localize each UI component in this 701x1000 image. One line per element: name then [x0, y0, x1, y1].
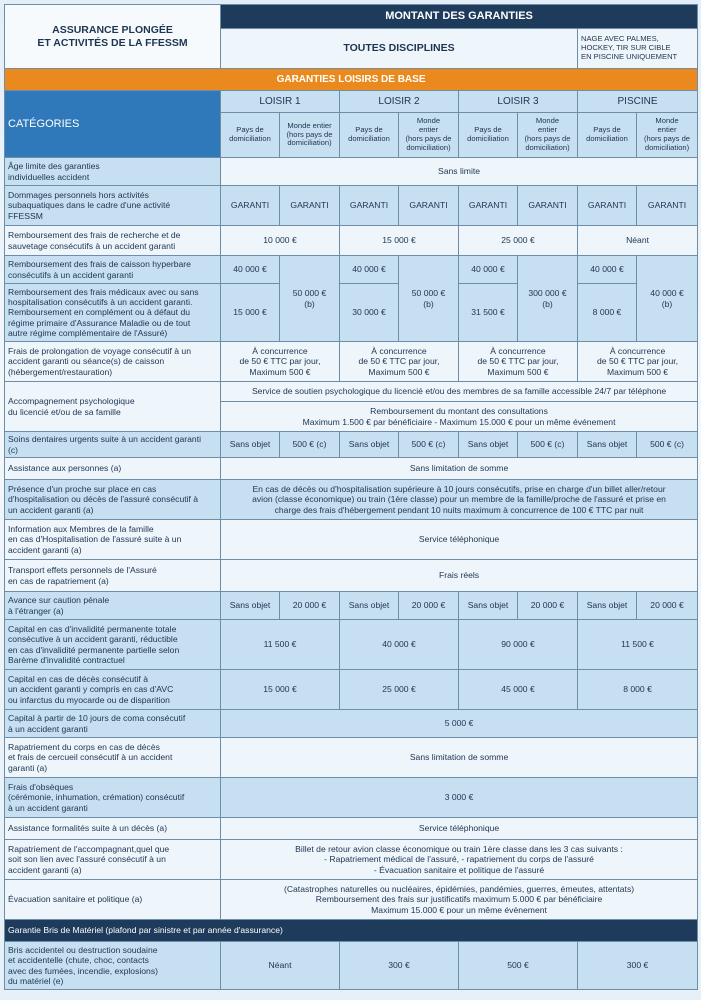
value-cell: Sans objet	[459, 592, 518, 620]
value-cell: Sans objet	[221, 592, 280, 620]
pool-note: NAGE AVEC PALMES, HOCKEY, TIR SUR CIBLE EN PISCINE UNIQUEMENT	[578, 29, 698, 69]
sub-world: Monde entier (hors pays de domiciliation)	[518, 113, 578, 158]
value-cell: À concurrence de 50 € TTC par jour, Maximum 500 €	[459, 342, 578, 382]
value-cell: Service de soutien psychologique du licencié et/ou des membres de sa famille accessible 24/7 par téléphone	[221, 382, 698, 402]
value-cell: 50 000 € (b)	[280, 256, 340, 342]
value-cell: 25 000 €	[459, 226, 578, 256]
value-cell: 20 000 €	[280, 592, 340, 620]
value-cell: GARANTI	[221, 186, 280, 226]
row-label-deces: Capital en cas de décès consécutif à un accident garanti y compris en cas d'AVC ou infarctus du myocarde ou de disparition	[5, 670, 221, 710]
value-cell: 500 €	[459, 942, 578, 990]
value-cell: 20 000 €	[518, 592, 578, 620]
sub-domicile: Pays de domiciliation	[221, 113, 280, 158]
value-cell: Sans objet	[578, 592, 637, 620]
row-label-prolongation: Frais de prolongation de voyage consécutif à un accident garanti ou séance(s) de caisson (hébergement/restauration)	[5, 342, 221, 382]
sub-world: Monde entier (hors pays de domiciliation)	[280, 113, 340, 158]
value-cell: 10 000 €	[221, 226, 340, 256]
value-cell: 40 000 € (b)	[637, 256, 698, 342]
row-label-bris: Bris accidentel ou destruction soudaine et accidentelle (chute, choc, contacts avec des fumées, incendie, explosions) du matériel (e)	[5, 942, 221, 990]
value-cell: 500 € (c)	[637, 432, 698, 458]
value-cell: Sans objet	[340, 592, 399, 620]
value-cell: À concurrence de 50 € TTC par jour, Maximum 500 €	[578, 342, 698, 382]
value-cell: 90 000 €	[459, 620, 578, 670]
value-cell: 40 000 €	[340, 256, 399, 284]
value-cell: 8 000 €	[578, 284, 637, 342]
row-label-psy: Accompagnement psychologique du licencié et/ou de sa famille	[5, 382, 221, 432]
value-cell: 500 € (c)	[518, 432, 578, 458]
value-cell: GARANTI	[578, 186, 637, 226]
value-cell: Sans objet	[221, 432, 280, 458]
value-cell: GARANTI	[340, 186, 399, 226]
row-label-coma: Capital à partir de 10 jours de coma consécutif à un accident garanti	[5, 710, 221, 738]
value-cell: Remboursement du montant des consultations Maximum 1.500 € par bénéficiaire - Maximum 15.000 € pour un même événement	[221, 402, 698, 432]
value-cell: Néant	[578, 226, 698, 256]
sub-world: Monde entier (hors pays de domiciliation)	[399, 113, 459, 158]
row-label-dentaires: Soins dentaires urgents suite à un accident garanti (c)	[5, 432, 221, 458]
value-cell: 20 000 €	[637, 592, 698, 620]
all-disciplines: TOUTES DISCIPLINES	[221, 29, 578, 69]
row-label-information: Information aux Membres de la famille en cas d'Hospitalisation de l'assuré suite à un accident garanti (a)	[5, 520, 221, 560]
value-cell: 8 000 €	[578, 670, 698, 710]
sub-domicile: Pays de domiciliation	[459, 113, 518, 158]
value-cell: Sans objet	[459, 432, 518, 458]
sub-domicile: Pays de domiciliation	[340, 113, 399, 158]
value-cell: GARANTI	[459, 186, 518, 226]
sub-domicile: Pays de domiciliation	[578, 113, 637, 158]
value-cell: 500 € (c)	[399, 432, 459, 458]
value-cell: 11 500 €	[221, 620, 340, 670]
value-cell: 25 000 €	[340, 670, 459, 710]
column-piscine: PISCINE	[578, 91, 698, 113]
value-cell: Service téléphonique	[221, 818, 698, 840]
value-cell: 5 000 €	[221, 710, 698, 738]
row-label-assistance: Assistance aux personnes (a)	[5, 458, 221, 480]
value-cell: GARANTI	[518, 186, 578, 226]
value-cell: 15 000 €	[340, 226, 459, 256]
row-label-caisson: Remboursement des frais de caisson hyperbare consécutifs à un accident garanti	[5, 256, 221, 284]
row-label-proche: Présence d'un proche sur place en cas d'hospitalisation ou décès de l'assuré consécutif à un accident garanti (a)	[5, 480, 221, 520]
value-cell: 31 500 €	[459, 284, 518, 342]
row-label-rapatriement-corps: Rapatriement du corps en cas de décès et frais de cercueil consécutif à un accident garanti (a)	[5, 738, 221, 778]
value-cell: 40 000 €	[221, 256, 280, 284]
amount-title: MONTANT DES GARANTIES	[221, 5, 698, 29]
column-loisir-3: LOISIR 3	[459, 91, 578, 113]
value-cell: GARANTI	[637, 186, 698, 226]
value-cell: GARANTI	[280, 186, 340, 226]
value-cell: 20 000 €	[399, 592, 459, 620]
row-label-medicaux: Remboursement des frais médicaux avec ou sans hospitalisation consécutifs à un accident garanti. Remboursement en complément ou à défaut du régime primaire d'Assurance Maladie ou de tout autre régime complémentaire de l'Assuré)	[5, 284, 221, 342]
value-cell: 300 €	[578, 942, 698, 990]
value-cell: Sans limitation de somme	[221, 458, 698, 480]
sub-world: Monde entier (hors pays de domiciliation)	[637, 113, 698, 158]
column-loisir-1: LOISIR 1	[221, 91, 340, 113]
value-cell: 45 000 €	[459, 670, 578, 710]
row-label-age: Âge limite des garanties individuelles accident	[5, 158, 221, 186]
value-cell: Néant	[221, 942, 340, 990]
value-cell: En cas de décès ou d'hospitalisation supérieure à 10 jours consécutifs, prise en charge d'un billet aller/retour avion (classe économique) ou train (1ère classe) pour un membre de la famille/proche de l'assuré et prise en charge des frais d'hébergement pendant 10 nuits maximum à concurrence de 100 € TTC par nuit	[221, 480, 698, 520]
row-label-transport: Transport effets personnels de l'Assuré en cas de rapatriement (a)	[5, 560, 221, 592]
value-cell: Billet de retour avion classe économique ou train 1ère classe dans les 3 cas suivants : - Rapatriement médical de l'assuré, - rapatriement du corps de l'assuré - Évacuation sanitaire et politique de l'assuré	[221, 840, 698, 880]
value-cell: Service téléphonique	[221, 520, 698, 560]
row-label-recherche: Remboursement des frais de recherche et de sauvetage consécutifs à un accident garanti	[5, 226, 221, 256]
value-cell: 300 000 € (b)	[518, 256, 578, 342]
column-loisir-2: LOISIR 2	[340, 91, 459, 113]
insurance-title: ASSURANCE PLONGÉE ET ACTIVITÉS DE LA FFESSM	[5, 5, 221, 69]
value-cell: 30 000 €	[340, 284, 399, 342]
value-cell: 11 500 €	[578, 620, 698, 670]
row-label-dommages: Dommages personnels hors activités subaquatiques dans le cadre d'une activité FFESSM	[5, 186, 221, 226]
value-cell: À concurrence de 50 € TTC par jour, Maximum 500 €	[221, 342, 340, 382]
value-cell: 300 €	[340, 942, 459, 990]
value-cell: À concurrence de 50 € TTC par jour, Maximum 500 €	[340, 342, 459, 382]
value-cell: Sans limitation de somme	[221, 738, 698, 778]
value-cell: 40 000 €	[578, 256, 637, 284]
row-label-formalites: Assistance formalités suite à un décès (a)	[5, 818, 221, 840]
value-cell: 15 000 €	[221, 284, 280, 342]
value-cell: 50 000 € (b)	[399, 256, 459, 342]
value-cell: Sans objet	[578, 432, 637, 458]
value-cell: Frais réels	[221, 560, 698, 592]
row-label-evacuation: Évacuation sanitaire et politique (a)	[5, 880, 221, 920]
value-cell: Sans objet	[340, 432, 399, 458]
value-cell: 15 000 €	[221, 670, 340, 710]
row-label-accompagnant: Rapatriement de l'accompagnant,quel que soit son lien avec l'assuré consécutif à un accident garanti (a)	[5, 840, 221, 880]
value-cell: 40 000 €	[459, 256, 518, 284]
row-label-invalidite: Capital en cas d'invalidité permanente totale consécutive à un accident garanti, réductible en cas d'invalidité permanente partielle selon Barème d'invalidité contractuel	[5, 620, 221, 670]
value-cell: 40 000 €	[340, 620, 459, 670]
value-cell: GARANTI	[399, 186, 459, 226]
guarantee-table	[4, 4, 698, 990]
bris-title: Garantie Bris de Matériel (plafond par sinistre et par année d'assurance)	[5, 920, 698, 942]
value-cell: 3 000 €	[221, 778, 698, 818]
value-cell: 500 € (c)	[280, 432, 340, 458]
row-label-obseques: Frais d'obsèques (cérémonie, inhumation, crémation) consécutif à un accident garanti	[5, 778, 221, 818]
row-label-caution: Avance sur caution pénale à l'étranger (a)	[5, 592, 221, 620]
categories-header: CATÉGORIES	[5, 91, 221, 158]
section-title: GARANTIES LOISIRS DE BASE	[5, 69, 698, 91]
value-cell: (Catastrophes naturelles ou nucléaires, épidémies, pandémies, guerres, émeutes, attentats) Remboursement des frais sur justificatifs maximum 5.000 € par bénéficiaire Maximum 15.000 € pour un même évènement	[221, 880, 698, 920]
value-cell: Sans limite	[221, 158, 698, 186]
